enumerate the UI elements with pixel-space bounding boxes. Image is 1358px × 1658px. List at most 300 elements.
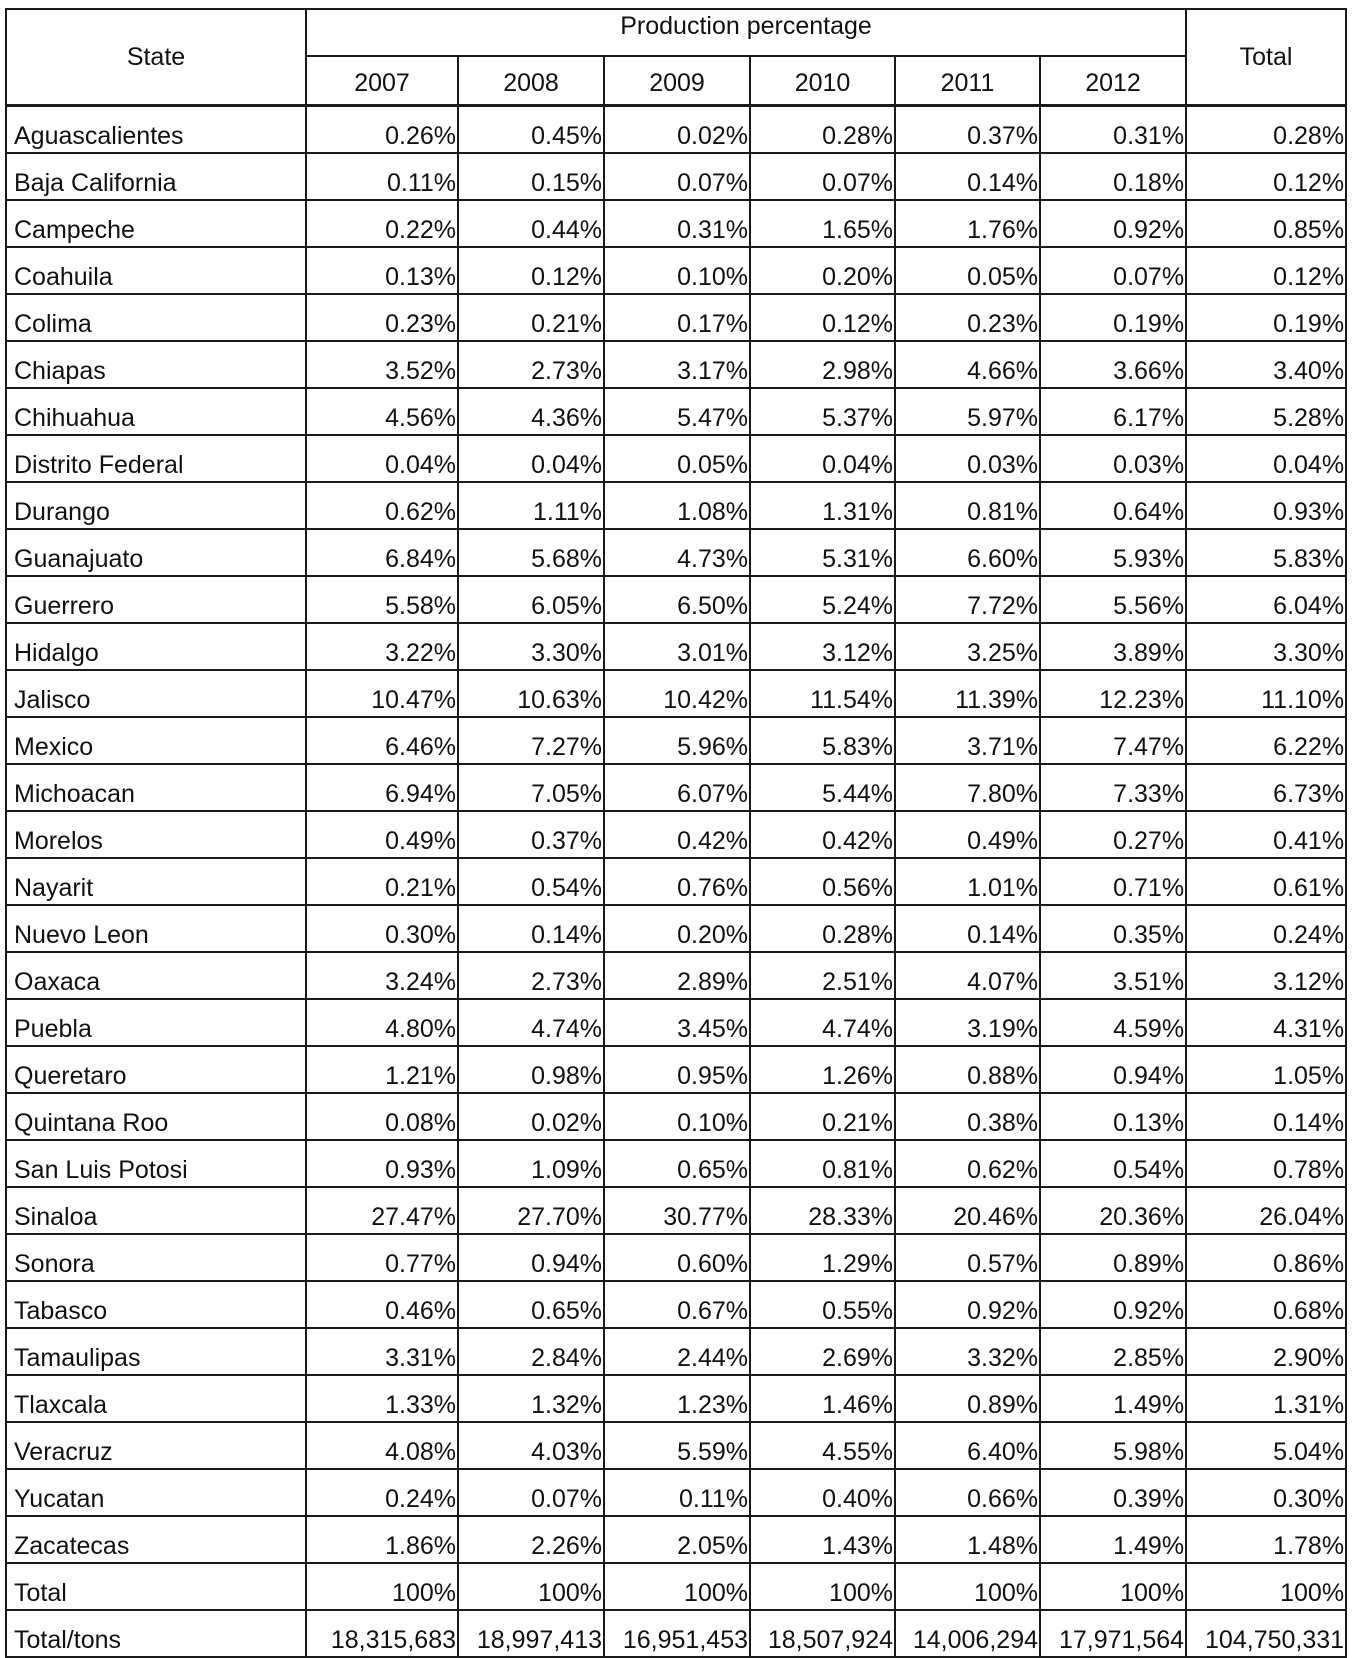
value-cell: 0.54% <box>1040 1140 1186 1187</box>
value-cell: 3.45% <box>604 999 750 1046</box>
table-header <box>6 9 1346 106</box>
year-header-2011: 2011 <box>895 56 1040 106</box>
value-cell: 20.46% <box>895 1187 1040 1234</box>
value-cell: 0.98% <box>458 1046 604 1093</box>
value-cell: 4.55% <box>750 1422 895 1469</box>
table-row <box>6 1046 1346 1093</box>
total-cell: 2.90% <box>1186 1328 1346 1375</box>
value-cell: 0.10% <box>604 1093 750 1140</box>
value-cell: 1.46% <box>750 1375 895 1422</box>
value-cell: 100% <box>1040 1563 1186 1610</box>
total-cell: 0.86% <box>1186 1234 1346 1281</box>
value-cell: 100% <box>750 1563 895 1610</box>
state-name-cell: Jalisco <box>6 670 306 717</box>
state-name-cell: Guanajuato <box>6 529 306 576</box>
value-cell: 28.33% <box>750 1187 895 1234</box>
value-cell: 1.49% <box>1040 1375 1186 1422</box>
value-cell: 0.56% <box>750 858 895 905</box>
table-row <box>6 952 1346 999</box>
state-name-cell: Guerrero <box>6 576 306 623</box>
value-cell: 0.07% <box>1040 247 1186 294</box>
value-cell: 0.14% <box>895 153 1040 200</box>
value-cell: 5.37% <box>750 388 895 435</box>
value-cell: 0.81% <box>750 1140 895 1187</box>
year-header-2010: 2010 <box>750 56 895 106</box>
value-cell: 18,315,683 <box>306 1610 458 1657</box>
total-cell: 0.12% <box>1186 153 1346 200</box>
total-cell: 0.28% <box>1186 106 1346 154</box>
value-cell: 0.28% <box>750 905 895 952</box>
state-name-cell: Morelos <box>6 811 306 858</box>
table-row <box>6 1328 1346 1375</box>
value-cell: 12.23% <box>1040 670 1186 717</box>
value-cell: 100% <box>306 1563 458 1610</box>
value-cell: 7.72% <box>895 576 1040 623</box>
total-cell: 3.12% <box>1186 952 1346 999</box>
table-row <box>6 670 1346 717</box>
total-cell: 0.41% <box>1186 811 1346 858</box>
state-name-cell: Campeche <box>6 200 306 247</box>
value-cell: 14,006,294 <box>895 1610 1040 1657</box>
value-cell: 0.39% <box>1040 1469 1186 1516</box>
total-cell: 11.10% <box>1186 670 1346 717</box>
state-name-cell: Nayarit <box>6 858 306 905</box>
table-row <box>6 106 1346 154</box>
value-cell: 0.07% <box>604 153 750 200</box>
value-cell: 11.54% <box>750 670 895 717</box>
table-row <box>6 1140 1346 1187</box>
table-row <box>6 529 1346 576</box>
total-cell: 3.40% <box>1186 341 1346 388</box>
table-row <box>6 1610 1346 1657</box>
state-name-cell: Tlaxcala <box>6 1375 306 1422</box>
value-cell: 1.32% <box>458 1375 604 1422</box>
value-cell: 0.76% <box>604 858 750 905</box>
table-row <box>6 1234 1346 1281</box>
value-cell: 3.51% <box>1040 952 1186 999</box>
year-header-2007: 2007 <box>306 56 458 106</box>
table-row <box>6 999 1346 1046</box>
value-cell: 1.76% <box>895 200 1040 247</box>
value-cell: 1.11% <box>458 482 604 529</box>
total-cell: 0.78% <box>1186 1140 1346 1187</box>
value-cell: 0.31% <box>604 200 750 247</box>
value-cell: 1.86% <box>306 1516 458 1563</box>
value-cell: 6.40% <box>895 1422 1040 1469</box>
value-cell: 2.84% <box>458 1328 604 1375</box>
value-cell: 5.47% <box>604 388 750 435</box>
value-cell: 5.59% <box>604 1422 750 1469</box>
value-cell: 0.40% <box>750 1469 895 1516</box>
value-cell: 5.68% <box>458 529 604 576</box>
value-cell: 0.37% <box>895 106 1040 154</box>
value-cell: 2.98% <box>750 341 895 388</box>
value-cell: 1.26% <box>750 1046 895 1093</box>
value-cell: 3.71% <box>895 717 1040 764</box>
value-cell: 4.36% <box>458 388 604 435</box>
value-cell: 100% <box>458 1563 604 1610</box>
table-row <box>6 1469 1346 1516</box>
total-column-header: Total <box>1186 9 1346 106</box>
value-cell: 4.74% <box>750 999 895 1046</box>
value-cell: 0.81% <box>895 482 1040 529</box>
state-name-cell: Colima <box>6 294 306 341</box>
value-cell: 0.26% <box>306 106 458 154</box>
value-cell: 3.32% <box>895 1328 1040 1375</box>
total-cell: 5.28% <box>1186 388 1346 435</box>
table-row <box>6 1375 1346 1422</box>
value-cell: 2.05% <box>604 1516 750 1563</box>
state-name-cell: Chihuahua <box>6 388 306 435</box>
total-cell: 0.14% <box>1186 1093 1346 1140</box>
year-header-2012: 2012 <box>1040 56 1186 106</box>
value-cell: 6.17% <box>1040 388 1186 435</box>
value-cell: 0.71% <box>1040 858 1186 905</box>
value-cell: 0.04% <box>458 435 604 482</box>
value-cell: 0.02% <box>458 1093 604 1140</box>
value-cell: 0.94% <box>458 1234 604 1281</box>
total-cell: 0.19% <box>1186 294 1346 341</box>
table-row <box>6 1563 1346 1610</box>
state-name-cell: San Luis Potosi <box>6 1140 306 1187</box>
value-cell: 6.07% <box>604 764 750 811</box>
total-cell: 1.05% <box>1186 1046 1346 1093</box>
value-cell: 4.07% <box>895 952 1040 999</box>
value-cell: 2.44% <box>604 1328 750 1375</box>
total-cell: 0.04% <box>1186 435 1346 482</box>
state-name-cell: Michoacan <box>6 764 306 811</box>
value-cell: 100% <box>895 1563 1040 1610</box>
table-row <box>6 764 1346 811</box>
state-name-cell: Chiapas <box>6 341 306 388</box>
total-cell: 0.24% <box>1186 905 1346 952</box>
table-row <box>6 1093 1346 1140</box>
state-name-cell: Tamaulipas <box>6 1328 306 1375</box>
total-cell: 5.83% <box>1186 529 1346 576</box>
value-cell: 0.49% <box>895 811 1040 858</box>
value-cell: 0.60% <box>604 1234 750 1281</box>
value-cell: 0.35% <box>1040 905 1186 952</box>
value-cell: 3.01% <box>604 623 750 670</box>
value-cell: 0.31% <box>1040 106 1186 154</box>
total-cell: 5.04% <box>1186 1422 1346 1469</box>
state-name-cell: Queretaro <box>6 1046 306 1093</box>
value-cell: 0.05% <box>604 435 750 482</box>
value-cell: 27.47% <box>306 1187 458 1234</box>
value-cell: 0.11% <box>604 1469 750 1516</box>
value-cell: 6.84% <box>306 529 458 576</box>
value-cell: 3.25% <box>895 623 1040 670</box>
value-cell: 5.44% <box>750 764 895 811</box>
value-cell: 0.62% <box>895 1140 1040 1187</box>
value-cell: 0.77% <box>306 1234 458 1281</box>
value-cell: 3.89% <box>1040 623 1186 670</box>
value-cell: 5.93% <box>1040 529 1186 576</box>
value-cell: 0.30% <box>306 905 458 952</box>
value-cell: 0.67% <box>604 1281 750 1328</box>
table-row <box>6 576 1346 623</box>
state-name-cell: Baja California <box>6 153 306 200</box>
total-cell: 6.22% <box>1186 717 1346 764</box>
value-cell: 3.30% <box>458 623 604 670</box>
value-cell: 1.21% <box>306 1046 458 1093</box>
value-cell: 4.73% <box>604 529 750 576</box>
state-name-cell: Zacatecas <box>6 1516 306 1563</box>
state-name-cell: Distrito Federal <box>6 435 306 482</box>
value-cell: 0.22% <box>306 200 458 247</box>
header-row-top <box>6 9 1346 56</box>
total-cell: 1.78% <box>1186 1516 1346 1563</box>
production-table <box>5 8 1347 1658</box>
value-cell: 0.23% <box>895 294 1040 341</box>
value-cell: 0.94% <box>1040 1046 1186 1093</box>
value-cell: 0.49% <box>306 811 458 858</box>
table-row <box>6 482 1346 529</box>
value-cell: 0.03% <box>895 435 1040 482</box>
value-cell: 2.73% <box>458 341 604 388</box>
total-cell: 1.31% <box>1186 1375 1346 1422</box>
value-cell: 0.07% <box>458 1469 604 1516</box>
state-name-cell: Oaxaca <box>6 952 306 999</box>
value-cell: 1.23% <box>604 1375 750 1422</box>
value-cell: 0.03% <box>1040 435 1186 482</box>
value-cell: 0.02% <box>604 106 750 154</box>
value-cell: 2.51% <box>750 952 895 999</box>
state-name-cell: Nuevo Leon <box>6 905 306 952</box>
table-row <box>6 623 1346 670</box>
table-row <box>6 200 1346 247</box>
table-row <box>6 294 1346 341</box>
total-cell: 0.30% <box>1186 1469 1346 1516</box>
state-name-cell: Veracruz <box>6 1422 306 1469</box>
table-row <box>6 811 1346 858</box>
state-name-cell: Total <box>6 1563 306 1610</box>
total-cell: 104,750,331 <box>1186 1610 1346 1657</box>
value-cell: 0.57% <box>895 1234 1040 1281</box>
total-cell: 0.68% <box>1186 1281 1346 1328</box>
value-cell: 5.98% <box>1040 1422 1186 1469</box>
value-cell: 1.49% <box>1040 1516 1186 1563</box>
value-cell: 0.65% <box>604 1140 750 1187</box>
value-cell: 11.39% <box>895 670 1040 717</box>
state-name-cell: Sonora <box>6 1234 306 1281</box>
value-cell: 0.12% <box>750 294 895 341</box>
table-body <box>6 106 1346 1658</box>
value-cell: 10.42% <box>604 670 750 717</box>
value-cell: 0.05% <box>895 247 1040 294</box>
state-name-cell: Tabasco <box>6 1281 306 1328</box>
value-cell: 30.77% <box>604 1187 750 1234</box>
value-cell: 0.45% <box>458 106 604 154</box>
value-cell: 0.42% <box>750 811 895 858</box>
value-cell: 2.73% <box>458 952 604 999</box>
value-cell: 4.08% <box>306 1422 458 1469</box>
year-header-2009: 2009 <box>604 56 750 106</box>
value-cell: 0.21% <box>306 858 458 905</box>
value-cell: 6.50% <box>604 576 750 623</box>
value-cell: 0.28% <box>750 106 895 154</box>
table-row <box>6 905 1346 952</box>
state-name-cell: Total/tons <box>6 1610 306 1657</box>
state-name-cell: Hidalgo <box>6 623 306 670</box>
total-cell: 26.04% <box>1186 1187 1346 1234</box>
value-cell: 10.47% <box>306 670 458 717</box>
value-cell: 0.23% <box>306 294 458 341</box>
value-cell: 0.55% <box>750 1281 895 1328</box>
value-cell: 1.29% <box>750 1234 895 1281</box>
total-cell: 0.61% <box>1186 858 1346 905</box>
year-header-2008: 2008 <box>458 56 604 106</box>
value-cell: 0.37% <box>458 811 604 858</box>
value-cell: 1.08% <box>604 482 750 529</box>
value-cell: 0.92% <box>1040 1281 1186 1328</box>
value-cell: 1.09% <box>458 1140 604 1187</box>
value-cell: 2.26% <box>458 1516 604 1563</box>
value-cell: 0.89% <box>895 1375 1040 1422</box>
value-cell: 0.95% <box>604 1046 750 1093</box>
value-cell: 6.46% <box>306 717 458 764</box>
table-row <box>6 341 1346 388</box>
table-row <box>6 858 1346 905</box>
value-cell: 5.56% <box>1040 576 1186 623</box>
state-name-cell: Sinaloa <box>6 1187 306 1234</box>
value-cell: 4.74% <box>458 999 604 1046</box>
state-name-cell: Aguascalientes <box>6 106 306 154</box>
value-cell: 0.04% <box>306 435 458 482</box>
value-cell: 0.10% <box>604 247 750 294</box>
value-cell: 4.59% <box>1040 999 1186 1046</box>
value-cell: 16,951,453 <box>604 1610 750 1657</box>
value-cell: 0.92% <box>895 1281 1040 1328</box>
total-cell: 0.12% <box>1186 247 1346 294</box>
value-cell: 0.12% <box>458 247 604 294</box>
value-cell: 0.21% <box>458 294 604 341</box>
value-cell: 1.01% <box>895 858 1040 905</box>
value-cell: 7.80% <box>895 764 1040 811</box>
value-cell: 27.70% <box>458 1187 604 1234</box>
value-cell: 2.69% <box>750 1328 895 1375</box>
table-row <box>6 1422 1346 1469</box>
table-row <box>6 1281 1346 1328</box>
value-cell: 1.48% <box>895 1516 1040 1563</box>
value-cell: 6.94% <box>306 764 458 811</box>
value-cell: 3.66% <box>1040 341 1186 388</box>
total-cell: 3.30% <box>1186 623 1346 670</box>
value-cell: 5.97% <box>895 388 1040 435</box>
state-column-header: State <box>6 9 306 106</box>
value-cell: 5.24% <box>750 576 895 623</box>
value-cell: 0.88% <box>895 1046 1040 1093</box>
table-row <box>6 717 1346 764</box>
value-cell: 6.05% <box>458 576 604 623</box>
value-cell: 0.38% <box>895 1093 1040 1140</box>
value-cell: 18,507,924 <box>750 1610 895 1657</box>
value-cell: 0.14% <box>458 905 604 952</box>
value-cell: 1.31% <box>750 482 895 529</box>
value-cell: 5.96% <box>604 717 750 764</box>
state-name-cell: Yucatan <box>6 1469 306 1516</box>
table-row <box>6 247 1346 294</box>
value-cell: 0.13% <box>1040 1093 1186 1140</box>
value-cell: 4.56% <box>306 388 458 435</box>
value-cell: 5.83% <box>750 717 895 764</box>
value-cell: 1.33% <box>306 1375 458 1422</box>
state-name-cell: Mexico <box>6 717 306 764</box>
value-cell: 3.17% <box>604 341 750 388</box>
value-cell: 3.52% <box>306 341 458 388</box>
value-cell: 0.66% <box>895 1469 1040 1516</box>
table-row <box>6 1187 1346 1234</box>
value-cell: 0.93% <box>306 1140 458 1187</box>
value-cell: 4.80% <box>306 999 458 1046</box>
value-cell: 0.27% <box>1040 811 1186 858</box>
table-row <box>6 153 1346 200</box>
value-cell: 0.65% <box>458 1281 604 1328</box>
value-cell: 0.92% <box>1040 200 1186 247</box>
value-cell: 1.43% <box>750 1516 895 1563</box>
value-cell: 6.60% <box>895 529 1040 576</box>
value-cell: 0.17% <box>604 294 750 341</box>
value-cell: 0.20% <box>604 905 750 952</box>
value-cell: 7.33% <box>1040 764 1186 811</box>
value-cell: 0.46% <box>306 1281 458 1328</box>
table-row <box>6 388 1346 435</box>
value-cell: 17,971,564 <box>1040 1610 1186 1657</box>
production-percentage-header: Production percentage <box>306 9 1186 56</box>
value-cell: 100% <box>604 1563 750 1610</box>
total-cell: 100% <box>1186 1563 1346 1610</box>
value-cell: 2.85% <box>1040 1328 1186 1375</box>
value-cell: 18,997,413 <box>458 1610 604 1657</box>
value-cell: 0.15% <box>458 153 604 200</box>
value-cell: 0.20% <box>750 247 895 294</box>
state-name-cell: Puebla <box>6 999 306 1046</box>
value-cell: 7.47% <box>1040 717 1186 764</box>
value-cell: 0.08% <box>306 1093 458 1140</box>
value-cell: 7.05% <box>458 764 604 811</box>
total-cell: 6.73% <box>1186 764 1346 811</box>
value-cell: 3.24% <box>306 952 458 999</box>
value-cell: 0.21% <box>750 1093 895 1140</box>
value-cell: 0.11% <box>306 153 458 200</box>
value-cell: 5.31% <box>750 529 895 576</box>
value-cell: 0.18% <box>1040 153 1186 200</box>
value-cell: 0.24% <box>306 1469 458 1516</box>
value-cell: 3.12% <box>750 623 895 670</box>
value-cell: 0.13% <box>306 247 458 294</box>
value-cell: 0.64% <box>1040 482 1186 529</box>
value-cell: 0.89% <box>1040 1234 1186 1281</box>
value-cell: 20.36% <box>1040 1187 1186 1234</box>
value-cell: 0.04% <box>750 435 895 482</box>
value-cell: 0.07% <box>750 153 895 200</box>
value-cell: 3.19% <box>895 999 1040 1046</box>
total-cell: 0.85% <box>1186 200 1346 247</box>
total-cell: 0.93% <box>1186 482 1346 529</box>
value-cell: 0.19% <box>1040 294 1186 341</box>
value-cell: 4.03% <box>458 1422 604 1469</box>
value-cell: 0.44% <box>458 200 604 247</box>
state-name-cell: Quintana Roo <box>6 1093 306 1140</box>
value-cell: 0.54% <box>458 858 604 905</box>
total-cell: 6.04% <box>1186 576 1346 623</box>
value-cell: 5.58% <box>306 576 458 623</box>
value-cell: 3.22% <box>306 623 458 670</box>
state-name-cell: Coahuila <box>6 247 306 294</box>
table-row <box>6 1516 1346 1563</box>
value-cell: 0.14% <box>895 905 1040 952</box>
value-cell: 3.31% <box>306 1328 458 1375</box>
